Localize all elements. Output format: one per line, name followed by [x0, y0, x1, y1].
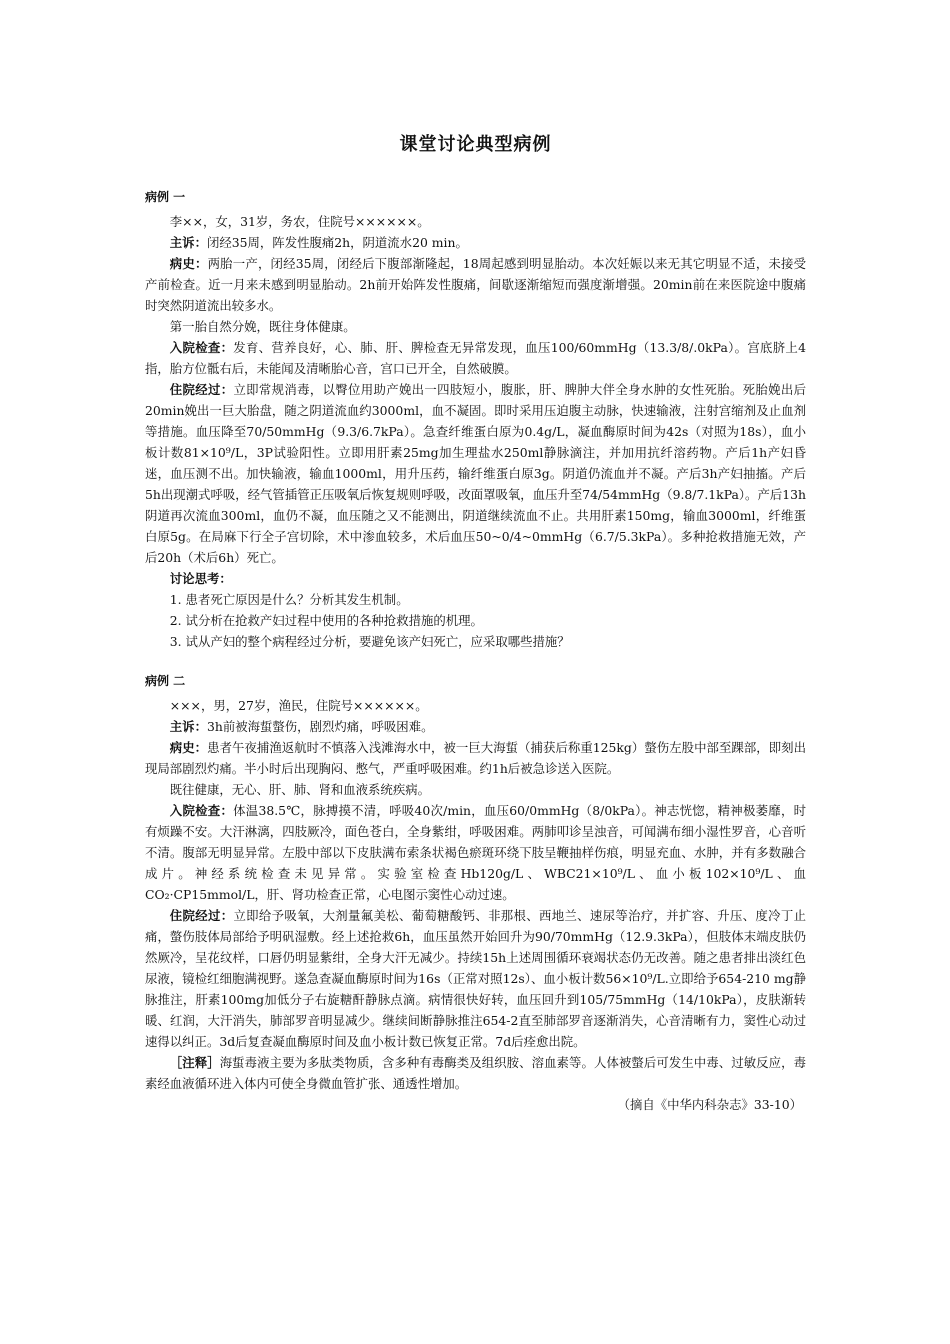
section-gap: [145, 652, 806, 672]
case-two-complaint: [145, 716, 806, 737]
case-one-past: 第一胎自然分娩，既往身体健康。: [169, 319, 356, 334]
exam-label: 入院检查：: [169, 340, 234, 355]
question-item: 2. 试分析在抢救产妇过程中使用的各种抢救措施的机理。: [169, 613, 483, 628]
case-one-exam: [145, 337, 806, 379]
history-text: 两胎一产，闭经35周，闭经后下腹部渐隆起，18周起感到明显胎动。本次妊娠以来无其它明显不适，未接受产前检查。近一月来未感到明显胎动。2h前开始阵发性腹痛，间歇逐渐缩短而强度渐增强。20min前在来医院途中腹痛时突然阴道流出较多水。: [145, 256, 806, 313]
document-title: 课堂讨论典型病例: [399, 134, 552, 155]
case-one-heading: 病例 一: [145, 190, 186, 204]
complaint-text: 闭经35周，阵发性腹痛2h，阴道流水20 min。: [206, 235, 468, 250]
complaint-label: 主诉：: [169, 719, 207, 734]
exam-text: 体温38.5℃，脉搏摸不清，呼吸40次/min，血压60/0mmHg（8/0kPa）。神志恍惚，精神极萎靡，时有烦躁不安。大汗淋漓，四肢厥冷，面色苍白，全身紫绀，呼吸困难。两肺叩诊呈浊音，可闻满布细小湿性罗音，心音听不清。腹部无明显异常。左股中部以下皮肤满布索条状褐色瘀斑环绕下肢呈鞭抽样伤痕，明显充血、水肿，并有多数融合成片。神经系统检查未见异常。实验室检查Hb120g/L、WBC21×10⁹/L、血小板102×10⁹/L、血CO₂·CP15mmol/L，肝、肾功检查正常，心电图示窦性心动过速。: [145, 803, 807, 902]
case-two-past: 既往健康，无心、肝、肺、肾和血液系统疾病。: [169, 782, 430, 797]
case-two-intro: ×××，男，27岁，渔民，住院号××××××。: [169, 698, 428, 713]
case-one: [145, 188, 806, 652]
case-two-exam: [145, 800, 806, 905]
document-page: [145, 130, 806, 1115]
course-label: 住院经过：: [169, 382, 234, 397]
case-one-history: [145, 253, 806, 316]
case-two-course: [145, 905, 806, 1052]
exam-label: 入院检查：: [169, 803, 234, 818]
history-label: 病史：: [169, 740, 208, 755]
case-two-history: [145, 737, 806, 779]
question-item: 1. 患者死亡原因是什么？分析其发生机制。: [169, 592, 409, 607]
question-item: 3. 试从产妇的整个病程经过分析，要避免该产妇死亡，应采取哪些措施？: [169, 634, 570, 649]
case-two: [145, 672, 806, 1115]
complaint-label: 主诉：: [169, 235, 207, 250]
history-text: 患者午夜捕渔返航时不慎落入浅滩海水中，被一巨大海蜇（捕获后称重125kg）螫伤左股中部至踝部，即刻出现局部剧烈灼痛。半小时后出现胸闷、憋气，严重呼吸困难。约1h后被急诊送入医院。: [145, 740, 807, 776]
note-text: 海蜇毒液主要为多肽类物质，含多种有毒酶类及组织胺、溶血素等。人体被螫后可发生中毒、过敏反应，毒素经血液循环进入体内可使全身微血管扩张、通透性增加。: [145, 1055, 807, 1091]
note-label: ［注释］: [169, 1055, 220, 1070]
complaint-text: 3h前被海蜇螫伤，剧烈灼痛，呼吸困难。: [206, 719, 434, 734]
source-citation: （摘自《中华内科杂志》33-10）: [617, 1097, 802, 1112]
exam-text: 发育、营养良好，心、肺、肝、脾检查无异常发现，血压100/60mmHg（13.3/8/.0kPa）。宫底脐上4指，胎方位骶右后，未能闻及清晰胎心音，宫口已开全，自然破膜。: [145, 340, 807, 376]
course-label: 住院经过：: [169, 908, 234, 923]
course-text: 立即给予吸氧，大剂量氟美松、葡萄糖酸钙、非那根、西地兰、速尿等治疗，并扩容、升压、度冷丁止痛，螫伤肢体局部给予明矾湿敷。经上述抢救6h，血压虽然开始回升为90/70mmHg（12.9.3kPa），但肢体末端皮肤仍然厥冷，呈花纹样，口唇仍明显紫绀，全身大汗无减少。持续15h上述周围循环衰竭状态仍无改善。随之患者排出淡红色尿液，镜检红细胞满视野。遂急查凝血酶原时间为16s（正常对照12s）、血小板计数56×10⁹/L.立即给予654-210 mg静脉推注，肝素100mg加低分子右旋糖酐静脉点滴。病情很快好转，血压回升到105/75mmHg（14/10kPa），皮肤渐转暖、红润，大汗消失，肺部罗音明显减少。继续间断静脉推注654-2直至肺部罗音逐渐消失，心音清晰有力，窦性心动过速得以纠正。3d后复查凝血酶原时间及血小板计数已恢复正常。7d后痊愈出院。: [145, 908, 807, 1049]
case-one-discussion: [145, 568, 806, 589]
discussion-label: 讨论思考：: [169, 571, 232, 586]
course-text: 立即常规消毒，以臀位用助产娩出一四肢短小，腹胀，肝、脾肿大伴全身水肿的女性死胎。死胎娩出后20min娩出一巨大胎盘，随之阴道流血约3000ml，血不凝固。即时采用压迫腹主动脉，快速输液，注射宫缩剂及止血剂等措施。血压降至70/50mmHg（9.3/6.7kPa）。急查纤维蛋白原为0.4g/L，凝血酶原时间为42s（对照为18s），血小板计数81×10⁹/L，3P试验阳性。立即用肝素25mg加生理盐水250ml静脉滴注，并加用抗纤溶药物。产后1h产妇昏迷，血压测不出。加快输液，输血1000ml，用升压药，输纤维蛋白原3g。阴道仍流血并不凝。产后3h产妇抽搐。产后5h出现潮式呼吸，经气管插管正压吸氧后恢复规则呼吸，改面罩吸氧，血压升至74/54mmHg（9.8/7.1kPa）。产后13h阴道再次流血300ml，血仍不凝，血压随之又不能测出，阴道继续流血不止。共用肝素150mg，输血3000ml，纤维蛋白原5g。在局麻下行全子宫切除，术中渗血较多，术后血压50~0/4~0mmHg（6.7/5.3kPa）。多种抢救措施无效，产后20h（术后6h）死亡。: [145, 382, 807, 565]
case-one-course: [145, 379, 806, 568]
case-two-heading: 病例 二: [145, 674, 186, 688]
case-one-intro: 李××，女，31岁，务农，住院号××××××。: [169, 214, 430, 229]
case-two-note: [145, 1052, 806, 1094]
case-one-complaint: [145, 232, 806, 253]
history-label: 病史：: [169, 256, 208, 271]
